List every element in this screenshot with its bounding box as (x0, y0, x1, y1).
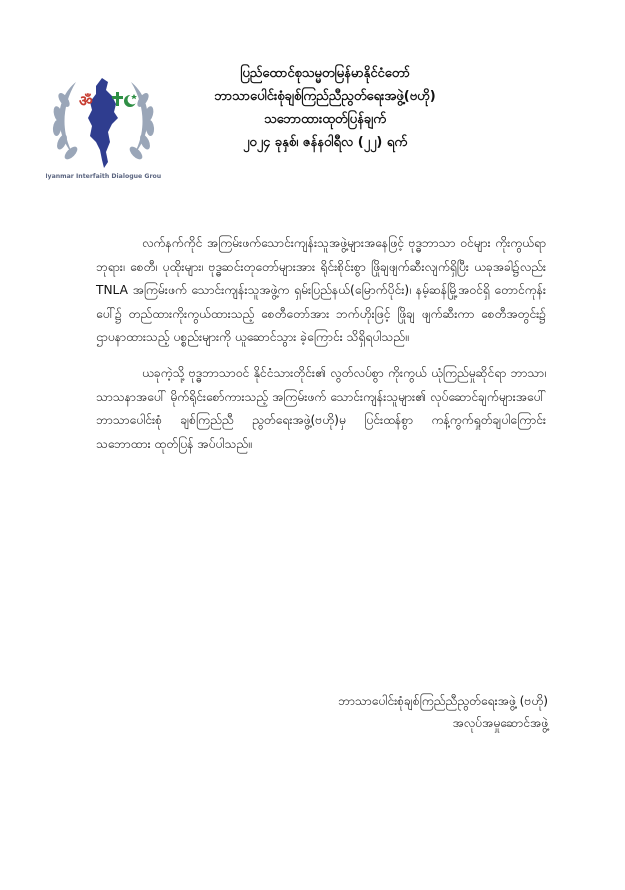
statement-paragraph-1: လက်နက်ကိုင် အကြမ်းဖက်သောင်းကျန်းသူအဖွဲ့များအနေဖြင့် ဗုဒ္ဓဘာသာ ဝင်များ ကိုးကွယ်ရာ ဘုရား၊ စေတီ၊ ပုထိုးများ၊ ဗုဒ္ဓဆင်းတုတော်များအား ရိုင်းစိုင်းစွာ ဖြိုချဖျက်ဆီးလျက်ရှိပြီး ယခုအခါ၌လည်း TNLA အကြမ်းဖက် သောင်းကျန်းသူအဖွဲ့က ရှမ်းပြည်နယ်(မြောက်ပိုင်း)၊ နမ့်ဆန်မြို့အဝင်ရှိ တောင်ကုန်း ပေါ်၌ တည်ထားကိုးကွယ်ထားသည့် စေတီတော်အား ဘက်ဟိုးဖြင့် ဖြိုချ ဖျက်ဆီးကာ စေတီအတွင်း၌ ဌာပနာထားသည့် ပစ္စည်းများကို ယူဆောင်သွား ခဲ့ကြောင်း သိရှိရပါသည်။ (96, 236, 546, 345)
header-statement-title: သဘောထားထုတ်ပြန်ချက် (264, 112, 386, 127)
om-symbol-icon: ॐ (79, 92, 93, 110)
header-organization-name: ဘာသာပေါင်းစုံချစ်ကြည်ညီညွတ်ရေးအဖွဲ့(ဗဟို) (214, 89, 436, 104)
crescent-icon (124, 94, 138, 107)
signature-block (260, 690, 548, 734)
document-header (165, 62, 485, 154)
logo-caption: Myanmar Interfaith Dialogue Group (46, 173, 161, 180)
header-date: ၂၀၂၄ ခုနှစ်၊ ဇန်နဝါရီလ (၂၂) ရက် (242, 135, 408, 150)
statement-body (96, 232, 546, 468)
signature-committee: အလုပ်အမှုဆောင်အဖွဲ့ (452, 716, 548, 730)
organization-logo (46, 70, 161, 182)
interfaith-map-emblem-icon (46, 70, 161, 182)
signature-organization: ဘာသာပေါင်းစုံချစ်ကြည်ညီညွတ်ရေးအဖွဲ့ (ဗဟို) (338, 694, 548, 708)
statement-paragraph-2: ယခုကဲ့သို့ ဗုဒ္ဓဘာသာဝင် နိုင်ငံသားတိုင်း၏ လွတ်လပ်စွာ ကိုးကွယ် ယုံကြည်မှုဆိုင်ရာ ဘာသာ၊ သာသနာအပေါ် မိုက်ရိုင်းစော်ကားသည့် အကြမ်းဖက် သောင်းကျန်းသူများ၏ လုပ်ဆောင်ချက်များအပေါ် ဘာသာပေါင်းစုံ ချစ်ကြည်ညီ ညွတ်ရေးအဖွဲ့(ဗဟို)မှ ပြင်းထန်စွာ ကန့်ကွက်ရှုတ်ချပါကြောင်း သဘောထား ထုတ်ပြန် အပ်ပါသည်။ (96, 365, 546, 451)
header-country-name: ပြည်ထောင်စုသမ္မတမြန်မာနိုင်ငံတော် (240, 66, 410, 81)
